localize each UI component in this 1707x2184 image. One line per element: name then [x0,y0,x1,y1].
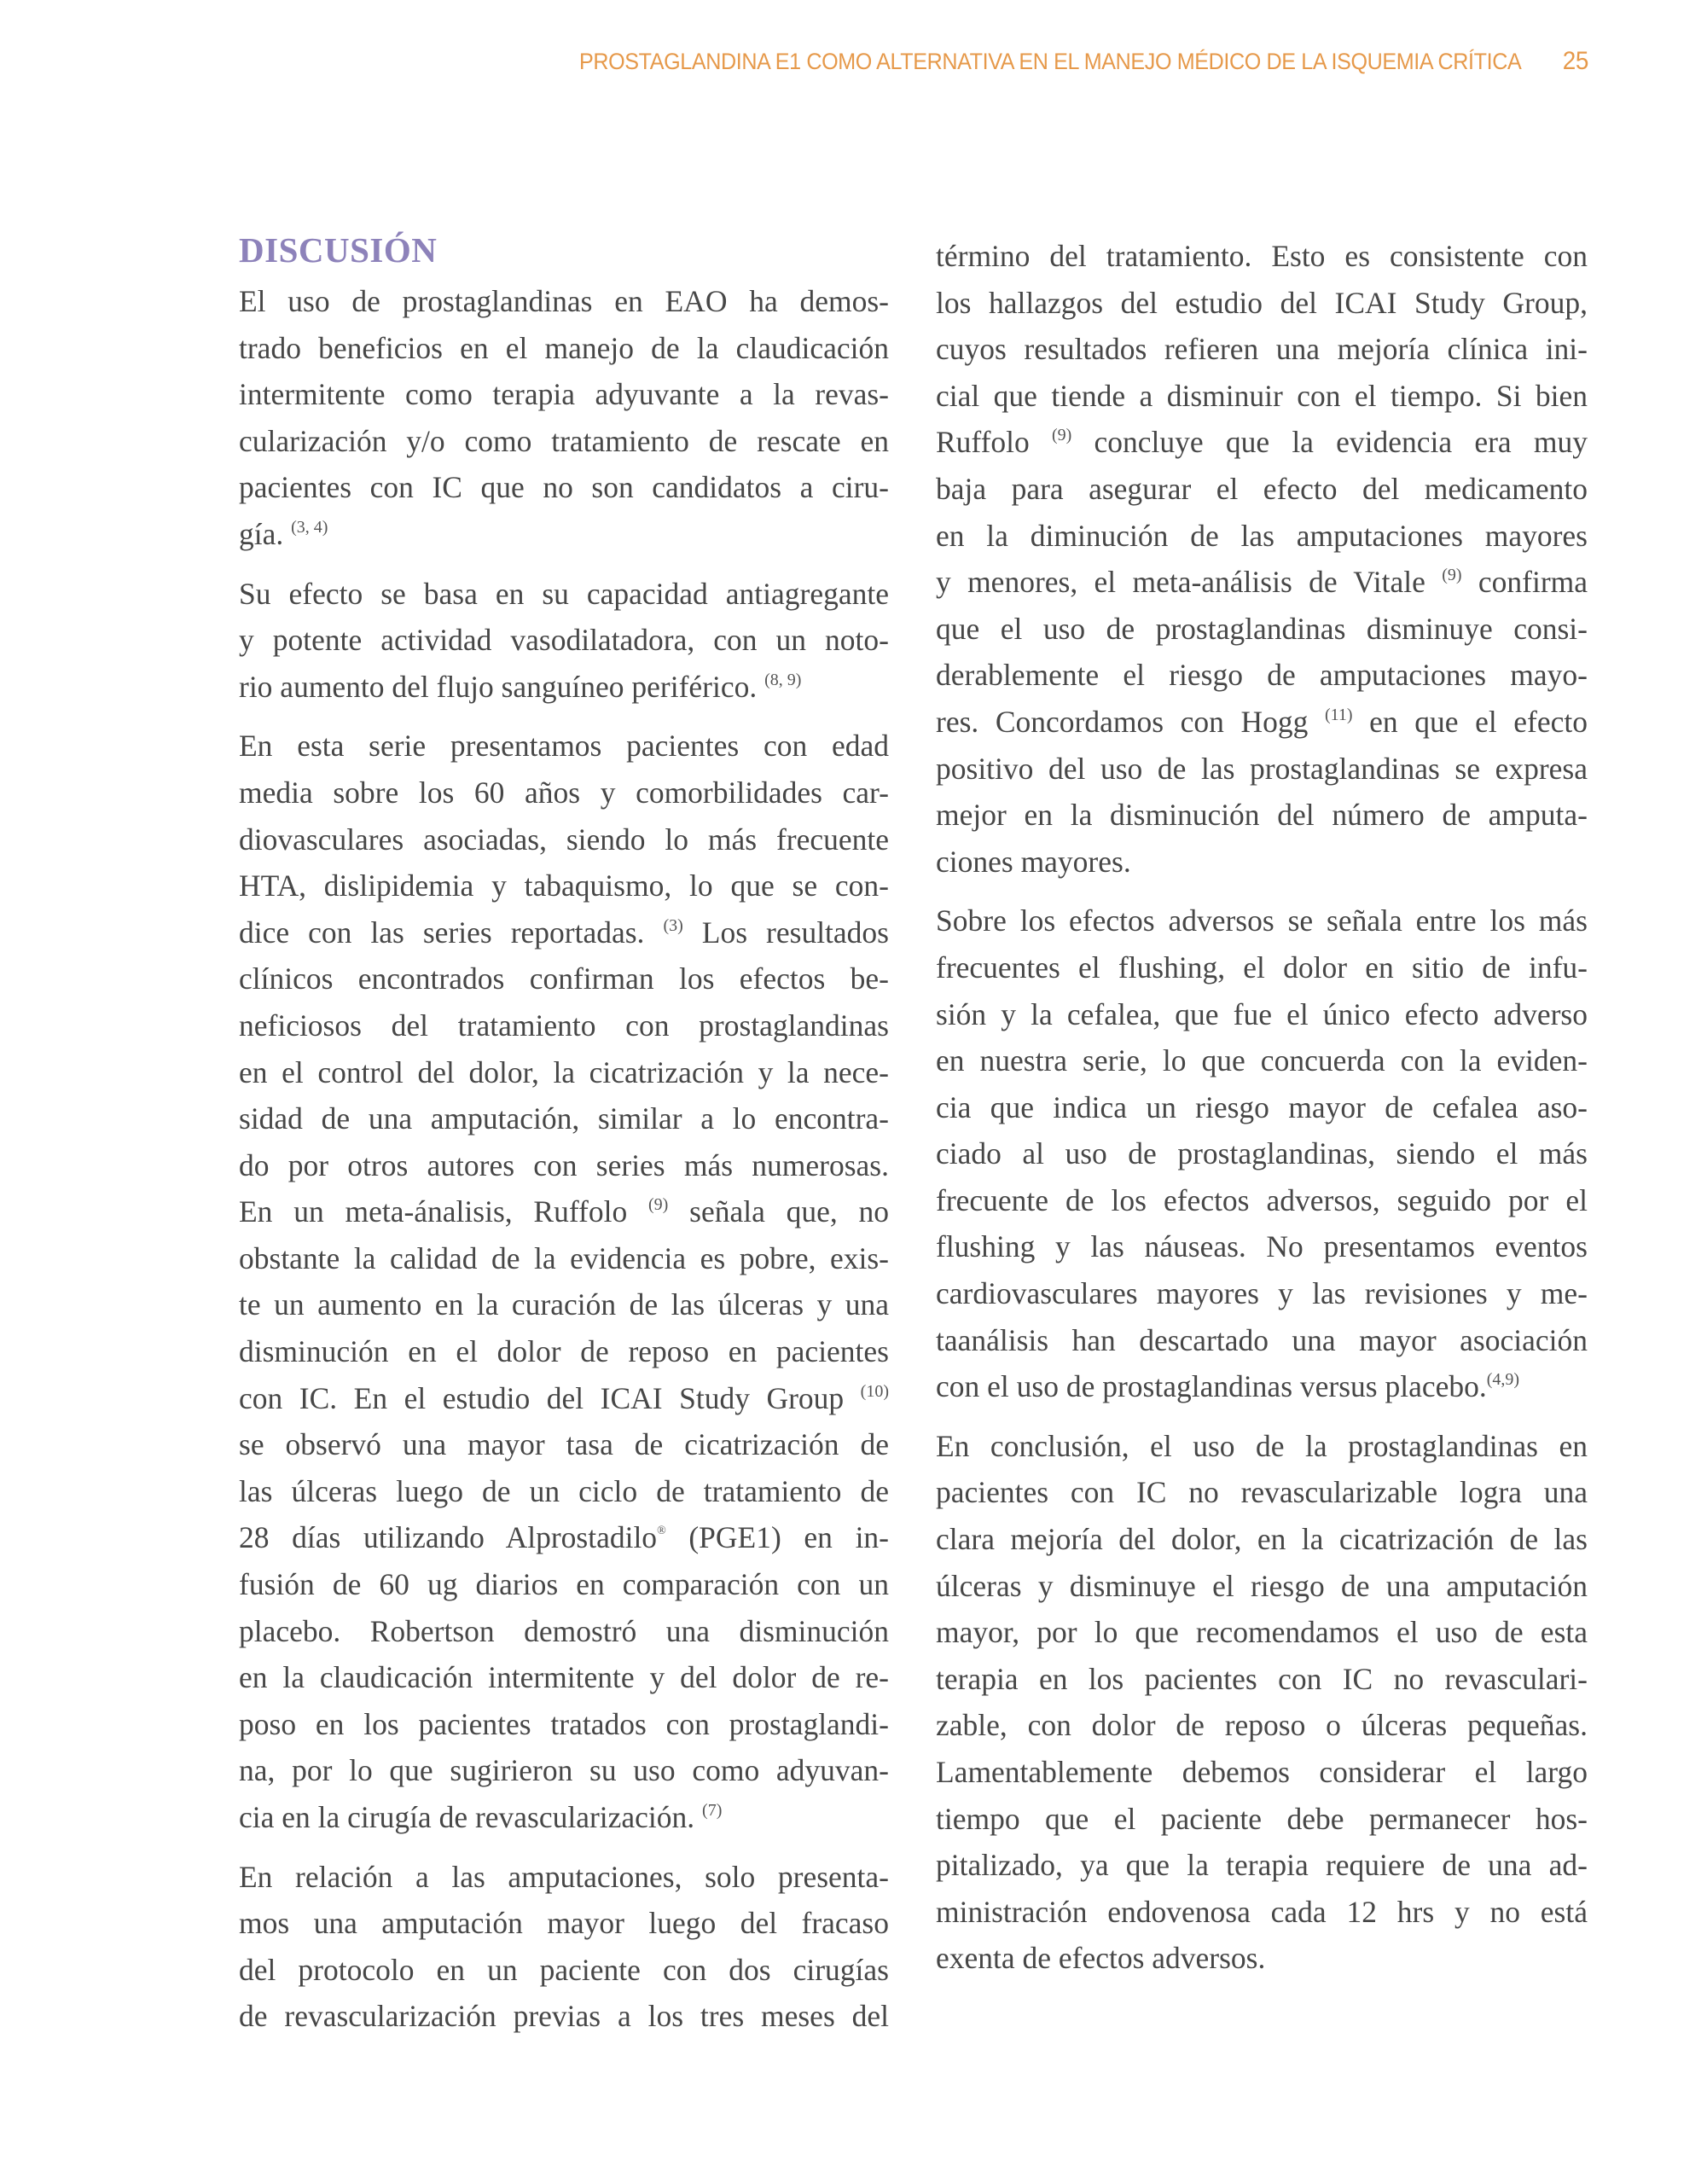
citation-ref: (9) [648,1195,669,1215]
text-line: término del tratamiento. Esto es consistente con [936,239,1588,273]
text-line: los hallazgos del estudio del ICAI Study Group, [936,285,1588,320]
text-line: diovasculares asociadas, siendo lo más frecuente [239,822,889,857]
text-line: positivo del uso de las prostaglandinas se expresa [936,751,1588,786]
text-line: ciado al uso de prostaglandinas, siendo el más [936,1136,1588,1171]
text-line: neficiosos del tratamiento con prostaglandinas [239,1008,889,1043]
paragraph-7 [936,1423,1588,1982]
line-text: en que el efecto [1369,704,1588,739]
line-text: Los resultados [701,915,889,950]
text-line: pacientes con IC no revascularizable logra una [936,1475,1588,1510]
line-text: gía. [239,516,284,551]
line-text: (PGE1) en in- [688,1520,889,1555]
text-line: que el uso de prostaglandinas disminuye consi- [936,611,1588,646]
text-line [239,1375,889,1422]
text-line: y potente actividad vasodilatadora, con un noto- [239,623,889,658]
line-text: con el uso de prostaglandinas versus placebo. [936,1369,1487,1404]
text-line: úlceras y disminuye el riesgo de una amputación [936,1568,1588,1603]
text-line: do por otros autores con series más numerosas. [239,1147,889,1182]
citation-ref: (7) [702,1801,723,1820]
text-line: frecuente de los efectos adversos, seguido por el [936,1182,1588,1217]
text-line: trado beneficios en el manejo de la claudicación [239,330,889,365]
text-line: zable, con dolor de reposo o úlceras pequeñas. [936,1708,1588,1743]
text-line [239,511,889,558]
registered-mark: ® [657,1525,666,1538]
text-line: las úlceras luego de un ciclo de tratamiento de [239,1473,889,1508]
text-line: Su efecto se basa en su capacidad antiagregante [239,576,889,611]
text-line [936,1363,1588,1410]
text-line [239,909,889,956]
text-line: terapia en los pacientes con IC no revasculari- [936,1661,1588,1696]
text-line: derablemente el riesgo de amputaciones mayo- [936,658,1588,693]
paragraph-1 [239,278,889,558]
text-line: en la claudicación intermitente y del dolor de re- [239,1660,889,1695]
text-line: se observó una mayor tasa de cicatrización de [239,1427,889,1462]
text-line: taanálisis han descartado una mayor asociación [936,1322,1588,1357]
text-line: sidad de una amputación, similar a lo encontra- [239,1101,889,1136]
text-line [936,419,1588,466]
text-line: en el control del dolor, la cicatrización y la nece- [239,1054,889,1089]
paragraph-4 [239,1854,889,2040]
text-line: sión y la cefalea, que fue el único efecto adverso [936,996,1588,1031]
text-line: te un aumento en la curación de las úlceras y una [239,1287,889,1322]
line-text: cia en la cirugía de revascularización. [239,1800,695,1834]
paragraph-5 [936,233,1588,885]
text-line: pacientes con IC que no son candidatos a ciru- [239,470,889,505]
text-line: pitalizado, ya que la terapia requiere de una ad- [936,1848,1588,1883]
text-line: en nuestra serie, lo que concuerda con la eviden- [936,1043,1588,1078]
text-line: obstante la calidad de la evidencia es pobre, exis- [239,1240,889,1275]
right-column [936,233,1588,1995]
section-heading: DISCUSIÓN [239,230,438,270]
text-line: Sobre los efectos adversos se señala entre los más [936,903,1588,938]
text-line [239,1514,889,1561]
text-line: ciones mayores. [936,844,1131,879]
text-line: intermitente como terapia adyuvante a la revas- [239,377,889,412]
paragraph-2 [239,571,889,711]
left-column [239,229,889,2053]
text-line: poso en los pacientes tratados con prostaglandi- [239,1706,889,1741]
text-line: na, por lo que sugirieron su uso como adyuvan- [239,1753,889,1788]
text-line: El uso de prostaglandinas en EAO ha demos- [239,284,889,318]
paragraph-6 [936,897,1588,1410]
text-line: exenta de efectos adversos. [936,1941,1266,1976]
text-line: del protocolo en un paciente con dos cirugías [239,1952,889,1987]
citation-ref: (3) [663,915,683,935]
page-number: 25 [1562,47,1588,75]
line-text: dice con las series reportadas. [239,915,645,950]
citation-ref: (11) [1324,705,1353,724]
text-line [936,559,1588,606]
text-line: clara mejoría del dolor, en la cicatrización de las [936,1522,1588,1557]
line-text: señala que, no [689,1194,890,1229]
line-text: concluye que la evidencia era muy [1094,425,1588,460]
line-text: En un meta-ánalisis, Ruffolo [239,1194,628,1229]
text-line: media sobre los 60 años y comorbilidades car- [239,775,889,810]
citation-ref: (4,9) [1486,1370,1520,1390]
line-text: res. Concordamos con Hogg [936,704,1309,739]
text-line: mos una amputación mayor luego del fracaso [239,1906,889,1941]
text-line: En esta serie presentamos pacientes con edad [239,729,889,764]
citation-ref: (3, 4) [291,517,328,537]
text-line: disminución en el dolor de reposo en pacientes [239,1334,889,1369]
text-line [239,664,889,711]
text-line: clínicos encontrados confirman los efectos be- [239,961,889,996]
running-header [555,47,1588,76]
text-line [239,1188,889,1235]
line-text: con IC. En el estudio del ICAI Study Group [239,1380,845,1415]
text-line: fusión de 60 ug diarios en comparación con un [239,1567,889,1602]
text-line: cularización y/o como tratamiento de rescate en [239,423,889,458]
line-text: confirma [1478,565,1588,600]
text-line: ministración endovenosa cada 12 hrs y no está [936,1894,1588,1929]
line-text: rio aumento del flujo sanguíneo periférico. [239,669,758,704]
text-line: mejor en la disminución del número de amputa- [936,798,1588,833]
text-line: tiempo que el paciente debe permanecer hos- [936,1801,1588,1836]
text-line: En relación a las amputaciones, solo presenta- [239,1859,889,1894]
text-line: de revascularización previas a los tres meses del [239,1999,889,2034]
citation-ref: (10) [860,1381,889,1401]
citation-ref: (9) [1052,426,1072,445]
text-line: en la diminución de las amputaciones mayores [936,518,1588,553]
text-line: En conclusión, el uso de la prostaglandinas en [936,1428,1588,1463]
text-line: frecuentes el flushing, el dolor en sitio de infu- [936,950,1588,985]
text-line: placebo. Robertson demostró una disminución [239,1613,889,1648]
line-text: Ruffolo [936,425,1030,460]
text-line [239,1794,889,1841]
text-line: cardiovasculares mayores y las revisiones y me- [936,1276,1588,1311]
line-text: y menores, el meta-análisis de Vitale [936,565,1425,600]
text-line: Lamentablemente debemos considerar el largo [936,1755,1588,1789]
line-text: 28 días utilizando Alprostadilo [239,1520,658,1555]
text-line: cuyos resultados refieren una mejoría clínica ini- [936,332,1588,367]
text-line: cia que indica un riesgo mayor de cefalea aso- [936,1089,1588,1124]
text-line: cial que tiende a disminuir con el tiempo. Si bien [936,378,1588,413]
text-line: flushing y las náuseas. No presentamos eventos [936,1229,1588,1264]
text-line: HTA, dislipidemia y tabaquismo, lo que se con- [239,868,889,903]
citation-ref: (8, 9) [764,670,802,689]
running-title: PROSTAGLANDINA E1 COMO ALTERNATIVA EN EL MANEJO MÉDICO DE LA ISQUEMIA CRÍTICA [578,49,1522,74]
text-line: baja para asegurar el efecto del medicamento [936,471,1588,506]
paragraph-3 [239,723,889,1840]
text-line [936,699,1588,746]
citation-ref: (9) [1442,566,1462,585]
text-line: mayor, por lo que recomendamos el uso de esta [936,1615,1588,1650]
